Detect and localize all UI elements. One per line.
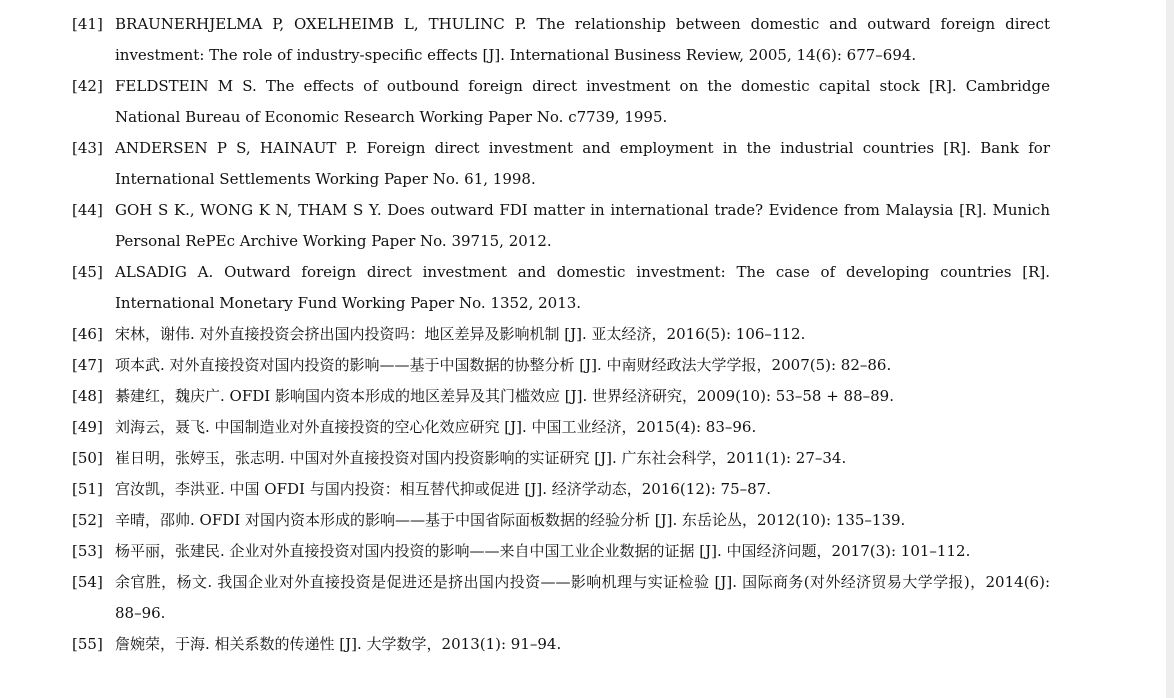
reference-list xyxy=(72,9,1050,660)
reference-text: 辛晴，邵帅. OFDI 对国内资本形成的影响——基于中国省际面板数据的经验分析 [J]. 东岳论丛，2012(10): 135–139. xyxy=(115,511,906,529)
reference-number: [48] xyxy=(72,387,103,405)
reference-item xyxy=(72,536,1050,567)
reference-number: [43] xyxy=(72,139,103,157)
reference-item xyxy=(72,9,1050,71)
reference-text: 詹婉荣，于海. 相关系数的传递性 [J]. 大学数学，2013(1): 91–94. xyxy=(115,635,562,653)
reference-text: ANDERSEN P S, HAINAUT P. Foreign direct investment and employment in the industrial countries [R]. Bank for International Settlements Working Paper No. 61, 1998. xyxy=(115,139,1050,188)
reference-item xyxy=(72,257,1050,319)
reference-number: [53] xyxy=(72,542,103,560)
vertical-scrollbar[interactable] xyxy=(1166,0,1174,698)
reference-text: 崔日明，张婷玉，张志明. 中国对外直接投资对国内投资影响的实证研究 [J]. 广东社会科学，2011(1): 27–34. xyxy=(115,449,847,467)
reference-number: [47] xyxy=(72,356,103,374)
reference-item xyxy=(72,505,1050,536)
reference-number: [52] xyxy=(72,511,103,529)
reference-number: [44] xyxy=(72,201,103,219)
reference-number: [45] xyxy=(72,263,103,281)
reference-item xyxy=(72,319,1050,350)
reference-text: 杨平丽，张建民. 企业对外直接投资对国内投资的影响——来自中国工业企业数据的证据 [J]. 中国经济问题，2017(3): 101–112. xyxy=(115,542,971,560)
reference-text: 刘海云，聂飞. 中国制造业对外直接投资的空心化效应研究 [J]. 中国工业经济，2015(4): 83–96. xyxy=(115,418,757,436)
reference-text: 宫汝凯，李洪亚. 中国 OFDI 与国内投资：相互替代抑或促进 [J]. 经济学动态，2016(12): 75–87. xyxy=(115,480,771,498)
reference-item xyxy=(72,350,1050,381)
reference-text: BRAUNERHJELMA P, OXELHEIMB L, THULINC P. The relationship between domestic and outward foreign direct investment: The role of industry-specific effects [J]. International Business Review, 2005, 14(6): 677–694. xyxy=(115,15,1050,64)
reference-number: [49] xyxy=(72,418,103,436)
reference-text: GOH S K., WONG K N, THAM S Y. Does outward FDI matter in international trade? Evidence from Malaysia [R]. Munich Personal RePEc Archive Working Paper No. 39715, 2012. xyxy=(115,201,1050,250)
reference-item xyxy=(72,474,1050,505)
reference-item xyxy=(72,195,1050,257)
reference-item xyxy=(72,443,1050,474)
reference-number: [42] xyxy=(72,77,103,95)
reference-text: 项本武. 对外直接投资对国内投资的影响——基于中国数据的协整分析 [J]. 中南财经政法大学学报，2007(5): 82–86. xyxy=(115,356,892,374)
reference-number: [55] xyxy=(72,635,103,653)
reference-text: ALSADIG A. Outward foreign direct investment and domestic investment: The case of developing countries [R]. International Monetary Fund Working Paper No. 1352, 2013. xyxy=(115,263,1050,312)
reference-item xyxy=(72,629,1050,660)
reference-item xyxy=(72,133,1050,195)
reference-text: 綦建红，魏庆广. OFDI 影响国内资本形成的地区差异及其门槛效应 [J]. 世界经济研究，2009(10): 53–58 + 88–89. xyxy=(115,387,894,405)
reference-text: 宋林，谢伟. 对外直接投资会挤出国内投资吗：地区差异及影响机制 [J]. 亚太经济，2016(5): 106–112. xyxy=(115,325,806,343)
reference-number: [51] xyxy=(72,480,103,498)
reference-text: 余官胜，杨文. 我国企业对外直接投资是促进还是挤出国内投资——影响机理与实证检验 [J]. 国际商务(对外经济贸易大学学报)，2014(6): 88–96. xyxy=(115,573,1050,622)
reference-item xyxy=(72,381,1050,412)
reference-number: [46] xyxy=(72,325,103,343)
reference-number: [41] xyxy=(72,15,103,33)
reference-item xyxy=(72,412,1050,443)
reference-item xyxy=(72,567,1050,629)
reference-number: [50] xyxy=(72,449,103,467)
reference-text: FELDSTEIN M S. The effects of outbound foreign direct investment on the domestic capital stock [R]. Cambridge National Bureau of Economic Research Working Paper No. c7739, 1995. xyxy=(115,77,1050,126)
reference-item xyxy=(72,71,1050,133)
reference-number: [54] xyxy=(72,573,103,591)
